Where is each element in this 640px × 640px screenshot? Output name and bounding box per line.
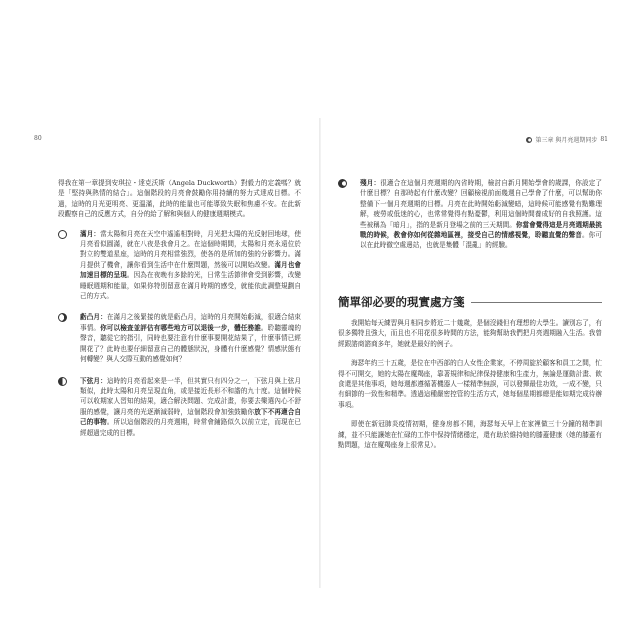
left-page-body xyxy=(58,178,301,449)
running-header xyxy=(526,135,608,144)
intro-paragraph: 得我在第一章提到安琪拉・達克沃斯（Angela Duckworth）對毅力的定義嗎？就是「堅持與熱情的結合」。這個階段的月亮會鼓勵你用持續的努力式達成目標。不過，這時的月光更明亮、更溫滿，此時的能量也可能導致失眠和焦慮不安。在此新段觀察自己的反應方式，自分的給了解和與個人的健康週期模式。 xyxy=(58,179,301,219)
phase-name: 下弦月： xyxy=(80,376,107,385)
phase-name: 虧凸月： xyxy=(80,313,107,322)
left-page-number: 80 xyxy=(34,135,42,142)
phase-text-after: 。聆聽靈魂的聲音，聽從它的指引，同時也要注意有什麼事要開花結果了，什麼事情已經開花了？此時也要仔細留意自己的體態狀況，身體有什麼感覺？情感狀態有何轉變？與人交際互動的感覺如何？ xyxy=(80,323,302,364)
right-page-body xyxy=(338,178,602,262)
phase-waning-crescent xyxy=(338,178,602,251)
phase-highlight: 放下不再適合自己的事物 xyxy=(80,407,302,427)
waning-crescent-icon xyxy=(338,179,347,188)
right-page-number: 81 xyxy=(600,136,608,143)
phase-highlight: 滿月也會加速目標的呈現 xyxy=(80,260,302,280)
phase-highlight: 你當會覺得這是月亮週期最挑戰的時候，教會你如何從雜地區裡，接受自己的情感視覺，聆聽直覺的聲音 xyxy=(360,220,603,240)
phase-text: 當太陽和月亮在天空中遙遙相對時，月光把太陽的光反射回地球，使月亮看似圓滿，就在八夜是我會月之。在這個時期間，太陽和月亮永遠位於對立的雙道星座，這時的月亮相當強烈，使各的是所加的強的分影響力。滿月提供了機會，讓你看到生活中在什麼問題，然後可以開始改變。 xyxy=(80,229,302,269)
phase-text: 這時的月亮看起來是一半，但其實只有四分之一，下弦月與上弦月類似，此時太陽和月亮呈現直角，或是接近長形不和諧的九十度。這個時候可以收期家人習知的結果，適合解決問題、完成計畫，你要去樂選內心不舒服的感覺，讓月亮的光逐漸減弱時，這個階段會加強鼓勵你 xyxy=(80,376,302,416)
phase-highlight: 你可以檢查並評估有哪些地方可以退後一步，體任務誰 xyxy=(100,323,261,332)
phase-text-after: 。所以這個階段的月亮週期，時常會鋪路似久以前立定，而現在已經超過完成的目標。 xyxy=(80,418,302,437)
body-paragraph: 海瑟年約三十五歲，是位在中西部的白人女性企業家，不停周旋於顧客和員工之間，忙得不可開交，她的太陽在魔羯座，靠著規律和紀律保持健康和生產力，無論是運動計畫、飲食還是其他事項，她每週都遵循著機器人一樣精準無誤，可以發揮最佳功效，一成不變，只有細節的一致性和精準。透過這種嚴密控管的生活方式，她每個星期都總是能如期完成待辦事項。 xyxy=(338,359,602,409)
section-body xyxy=(338,318,602,459)
phase-waning-gibbous xyxy=(58,312,301,364)
section-heading xyxy=(338,294,602,310)
phase-text: 在滿月之後緊接的就是虧凸月，這時的月亮開始虧減，很適合結束事情。 xyxy=(80,313,302,332)
phase-name: 滿月： xyxy=(80,229,101,238)
body-paragraph: 我開始每天練習與月相同步將近二十幾歲，是個沒錢但有理想的大學生。讀別忘了，有很多獨特且強大，而且也不用花很多時間的方法，能夠幫助我們把月亮週期融入生活。我曾經跟諮商諮商多年，她就是最好的例子。 xyxy=(338,319,602,348)
section-rule xyxy=(471,302,603,303)
phase-text: 很適合在這個月亮週期的內省時期，檢討自新月開始學會的歲課，你設定了什麼目標？自那時起有什麼改變？回顧檢視前面幾週自己學會了什麼，可以幫助你整備下一個月亮週期的目標。月亮在此時開始虧減變暗，這時候可能感覺有點難理解，疲勞或低迷的心，也常常覺得有點憂鬱，利用這個時間養成好的自我照護。這些被稱為「暗月」，指的是新月登場之前的三天期間。 xyxy=(360,179,603,229)
waning-gibbous-icon xyxy=(58,313,67,322)
phase-name: 殘月： xyxy=(360,179,381,187)
last-quarter-icon xyxy=(58,377,67,386)
page-gutter xyxy=(319,118,321,588)
phase-text-after: 。你可以在此時徹空處邊站，也就是集體「混亂」的經驗。 xyxy=(360,231,602,250)
full-moon-icon xyxy=(58,230,67,239)
phase-last-quarter xyxy=(58,376,301,438)
phase-text-after: 。因為在夜晚有多餘的光，日常生活節律會受到影響，改變睡眠週期和能量，如果你特別留意在滿月時期的感受，就能依此調整規劃自己的方式。 xyxy=(80,271,302,301)
moon-icon xyxy=(526,137,532,143)
body-paragraph: 即使在新冠肺炎疫情初期，健身房都不開，海瑟每天早上在家裡做三十分鐘的精準訓練，並不只能讓她在忙碌的工作中保持情緒穩定，還有助於維持她的膝蓋健康（她的膝蓋有點問題，這在魔羯座身上很常見）。 xyxy=(338,420,602,450)
chapter-title: 第三章 與月亮週期同步 xyxy=(535,137,598,144)
section-title-text: 簡單卻必要的現實處方箋 xyxy=(338,295,465,309)
phase-full-moon xyxy=(58,229,301,302)
